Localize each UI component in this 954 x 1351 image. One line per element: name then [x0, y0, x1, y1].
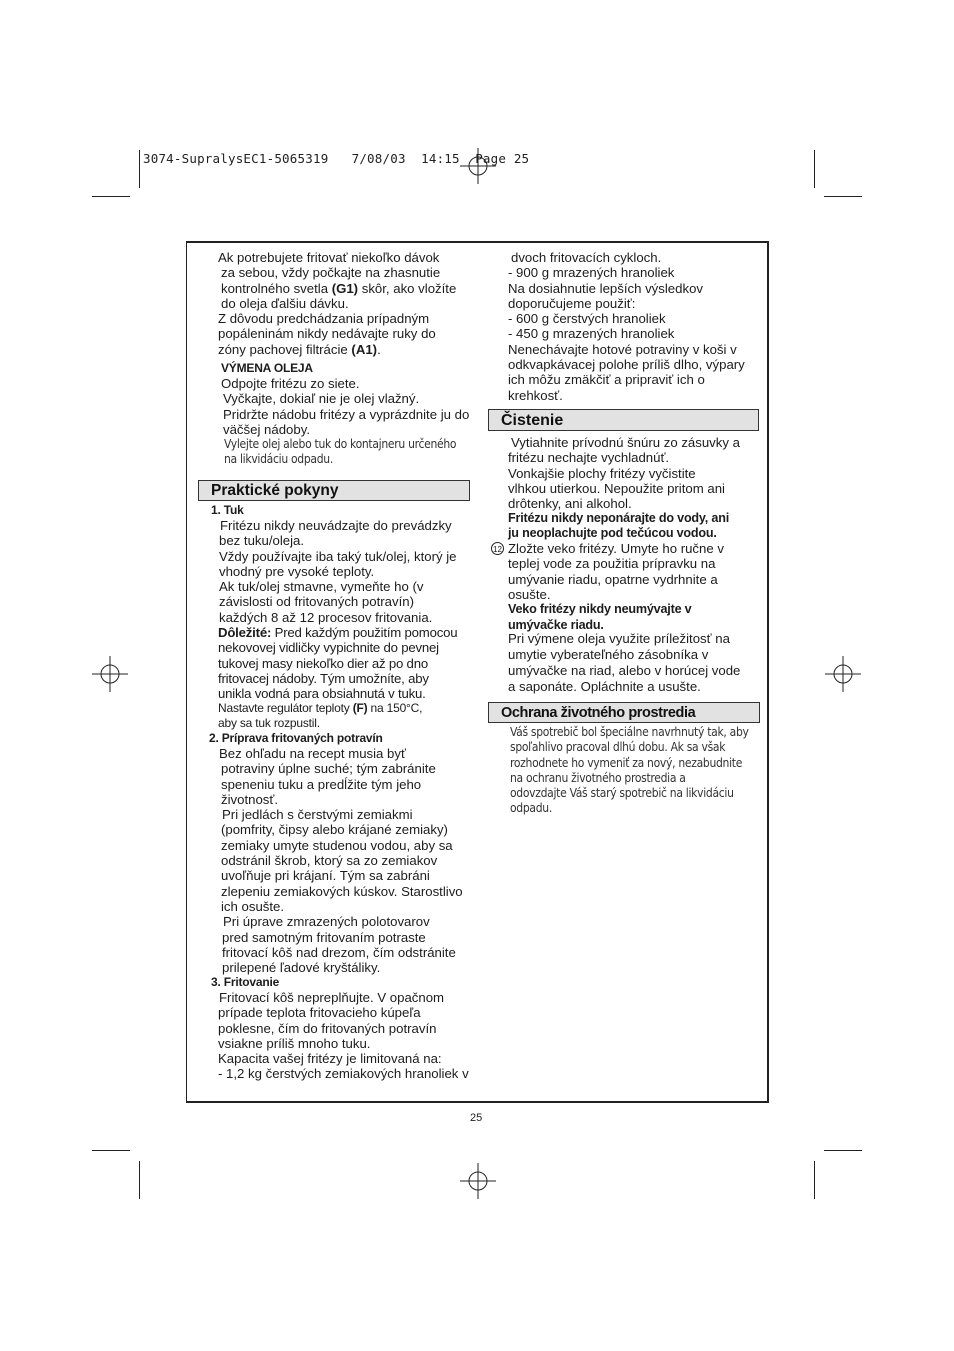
oil-change-heading: VÝMENA OLEJA — [221, 361, 313, 375]
text-line: za sebou, vždy počkajte na zhasnutie — [221, 265, 441, 281]
frying-heading: 3. Fritovanie — [211, 975, 280, 989]
text-line: Pri výmene oleja využite príležitosť na — [508, 631, 730, 646]
text-line: fritovací kôš nad drezom, čím odstránite — [222, 944, 456, 960]
text-line: Nenechávajte hotové potraviny v koši v — [508, 341, 737, 357]
text-line: Vždy používajte iba taký tuk/olej, ktorý je — [219, 548, 457, 564]
oil-change-steps — [221, 376, 477, 437]
text-line: Na dosiahnutie lepších výsledkov — [508, 280, 703, 296]
oil-disposal-note — [224, 437, 474, 468]
container-cleaning-text — [508, 631, 764, 695]
text-line: odovzdajte Váš starý spotrebič na likvidáciu — [510, 786, 734, 801]
text-line: Vonkajšie plochy fritézy vyčistite — [508, 465, 696, 481]
text-line: závislosti od fritovaných potravín) — [219, 594, 414, 610]
text-line: potraviny úplne suché; tým zabránite — [221, 761, 436, 777]
text-line: Z dôvodu predchádzania prípadným — [218, 311, 430, 327]
text-line: zóny pachovej filtrácie (A1). — [218, 341, 381, 357]
thermostat-text — [218, 701, 474, 732]
cleaning-text — [508, 435, 764, 511]
text-line: spoľahlivo pracoval dlhú dobu. Ak sa však — [510, 740, 726, 755]
crop-mark — [139, 150, 140, 188]
text-line: umývačke na riad, alebo v horúcej vode — [508, 663, 741, 678]
text-line: Váš spotrebič bol špeciálne navrhnutý tak, aby — [510, 725, 749, 739]
fat-text — [219, 518, 475, 625]
fat-heading: 1. Tuk — [211, 503, 244, 517]
lid-warning — [508, 602, 764, 634]
text-line: vsiakne príliš mnoho tuku. — [218, 1035, 371, 1051]
text-line: ju neoplachujte pod tečúcou vodou. — [508, 526, 717, 541]
text-line: na likvidáciu odpadu. — [224, 452, 333, 467]
crop-mark — [824, 1150, 862, 1151]
text-line: odkvapkávacej polohe príliš dlho, výpary — [508, 357, 745, 373]
text-line: - 900 g mrazených hranoliek — [508, 265, 675, 281]
text-line: na ochranu životného prostredia a — [510, 770, 686, 785]
text-line: teplej vode za použitia prípravku na — [508, 556, 716, 572]
text-line: poklesne, čím do fritovaných potravín — [218, 1020, 437, 1036]
text-line: väčšej nádoby. — [223, 421, 310, 437]
text-line: Veko fritézy nikdy neumývajte v — [508, 602, 692, 616]
text-line: krehkosť. — [508, 387, 563, 403]
text-line: umývačke riadu. — [508, 618, 604, 633]
section-practical-tips: Praktické pokyny — [198, 480, 470, 501]
text-line: umývanie riadu, opatrne vydrhnite a — [508, 571, 718, 587]
crop-mark — [814, 150, 815, 188]
text-line: umytie vyberateľného zásobníka v — [508, 647, 709, 662]
text-line: Pri jedlách s čerstvými zemiakmi — [222, 807, 413, 823]
text-line: bez tuku/oleja. — [219, 533, 305, 549]
text-line: Fritézu nikdy neuvádzajte do prevádzky — [220, 518, 452, 533]
text-line: - 600 g čerstvých hranoliek — [508, 311, 666, 327]
crop-mark — [814, 1161, 815, 1199]
text-line: kontrolného svetla (G1) skôr, ako vložíte — [221, 280, 457, 296]
registration-mark-left — [92, 656, 128, 692]
text-line: Zložte veko fritézy. Umyte ho ručne v — [508, 541, 724, 556]
text-line: Bez ohľadu na recept musia byť — [219, 746, 406, 761]
text-line: Vyčkajte, dokiaľ nie je olej vlažný. — [223, 391, 420, 407]
section-environment: Ochrana životného prostredia — [488, 702, 760, 723]
right-column-continuation — [508, 250, 764, 403]
text-line: vhodný pre vysoké teploty. — [219, 563, 375, 579]
registration-mark-bottom — [460, 1163, 496, 1199]
text-line: odpadu. — [510, 801, 552, 816]
cleaning-warning — [508, 511, 764, 542]
left-column-intro — [218, 250, 474, 357]
important-text — [218, 625, 474, 701]
text-line: zlepeniu zemiakových kúskov. Starostlivo — [221, 883, 463, 899]
page-number: 25 — [470, 1112, 483, 1124]
text-line: fritovacej nádoby. Tým umožníte, aby — [218, 670, 429, 686]
text-line: Fritézu nikdy neponárajte do vody, ani — [508, 511, 729, 525]
text-line: Vytiahnite prívodnú šnúru zo zásuvky a — [511, 435, 740, 450]
text-line: popáleninám nikdy nedávajte ruky do — [218, 326, 436, 342]
text-line: (pomfrity, čipsy alebo krájané zemiaky) — [221, 822, 448, 838]
text-line: osušte. — [508, 586, 551, 602]
text-line: fritézu nechajte vychladnúť. — [508, 450, 670, 466]
text-line: životnosť. — [221, 791, 278, 807]
text-line: do oleja ďalšiu dávku. — [221, 295, 349, 311]
text-line: uvoľňuje pri krájaní. Tým sa zabráni — [221, 868, 430, 884]
crop-mark — [92, 196, 130, 197]
text-line: speneniu tuku a predĺžite tým jeho — [221, 776, 422, 792]
text-line: dvoch fritovacích cykloch. — [511, 250, 662, 265]
text-line: nekovovej vidličky vypichnite do pevnej — [218, 640, 439, 656]
figure-reference-icon: 12 — [491, 542, 504, 555]
text-line: Odpojte fritézu zo siete. — [221, 376, 360, 391]
crop-mark — [824, 196, 862, 197]
text-line: Nastavte regulátor teploty (F) na 150°C, — [218, 701, 423, 715]
crop-mark — [92, 1150, 130, 1151]
text-line: drôtenky, ani alkohol. — [508, 496, 632, 512]
text-line: doporučujeme použiť: — [508, 295, 636, 311]
text-line: zemiaky umyte studenou vodou, aby sa — [221, 837, 453, 853]
text-line: - 1,2 kg čerstvých zemiakových hranoliek v — [218, 1066, 469, 1082]
text-line: vlhkou utierkou. Nepoužite pritom ani — [508, 480, 725, 496]
text-line: rozhodnete ho vymeniť za nový, nezabudnite — [510, 755, 743, 770]
frying-text — [218, 990, 478, 1082]
text-line: Dôležité: Pred každým použitím pomocou — [218, 625, 458, 640]
text-line: unikla vodná para obsiahnutá v tuku. — [218, 686, 426, 702]
text-line: Ak potrebujete fritovať niekoľko dávok — [218, 250, 440, 265]
text-line: Pridržte nádobu fritézy a vyprázdnite ju do — [223, 406, 470, 422]
lid-text — [508, 541, 764, 602]
text-line: ich môžu zmäkčiť a pripraviť ich o — [508, 372, 705, 388]
text-line: prípade teplota fritovacieho kúpeľa — [218, 1005, 421, 1021]
section-cleaning: Čistenie — [488, 409, 759, 431]
text-line: každých 8 až 12 procesov fritovania. — [219, 609, 433, 625]
text-line: prilepené ľadové kryštáliky. — [222, 960, 381, 976]
text-line: odstránil škrob, ktorý sa zo zemiakov — [221, 853, 438, 869]
crop-mark — [139, 1161, 140, 1199]
text-line: Pri úprave zmrazených polotovarov — [223, 914, 430, 930]
text-line: Kapacita vašej fritézy je limitovaná na: — [218, 1051, 442, 1067]
print-header: 3074-SupralysEC1-5065319 7/08/03 14:15 Page 25 — [143, 151, 530, 166]
text-line: Ak tuk/olej stmavne, vymeňte ho (v — [219, 579, 424, 595]
text-line: tukovej masy niekoľko dier až po dno — [218, 655, 428, 671]
registration-mark-right — [825, 656, 861, 692]
environment-text — [510, 725, 765, 817]
text-line: ich osušte. — [221, 898, 285, 914]
prep-heading: 2. Príprava fritovaných potravín — [209, 731, 383, 745]
text-line: pred samotným fritovaním potraste — [222, 929, 426, 945]
text-line: Fritovací kôš nepreplňujte. V opačnom — [219, 990, 445, 1005]
text-line: aby sa tuk rozpustil. — [218, 716, 320, 731]
text-line: Vylejte olej alebo tuk do kontajneru určeného — [224, 437, 457, 451]
text-line: a saponáte. Opláchnite a usušte. — [508, 679, 701, 694]
prep-text — [219, 746, 475, 975]
text-line: - 450 g mrazených hranoliek — [508, 326, 675, 342]
